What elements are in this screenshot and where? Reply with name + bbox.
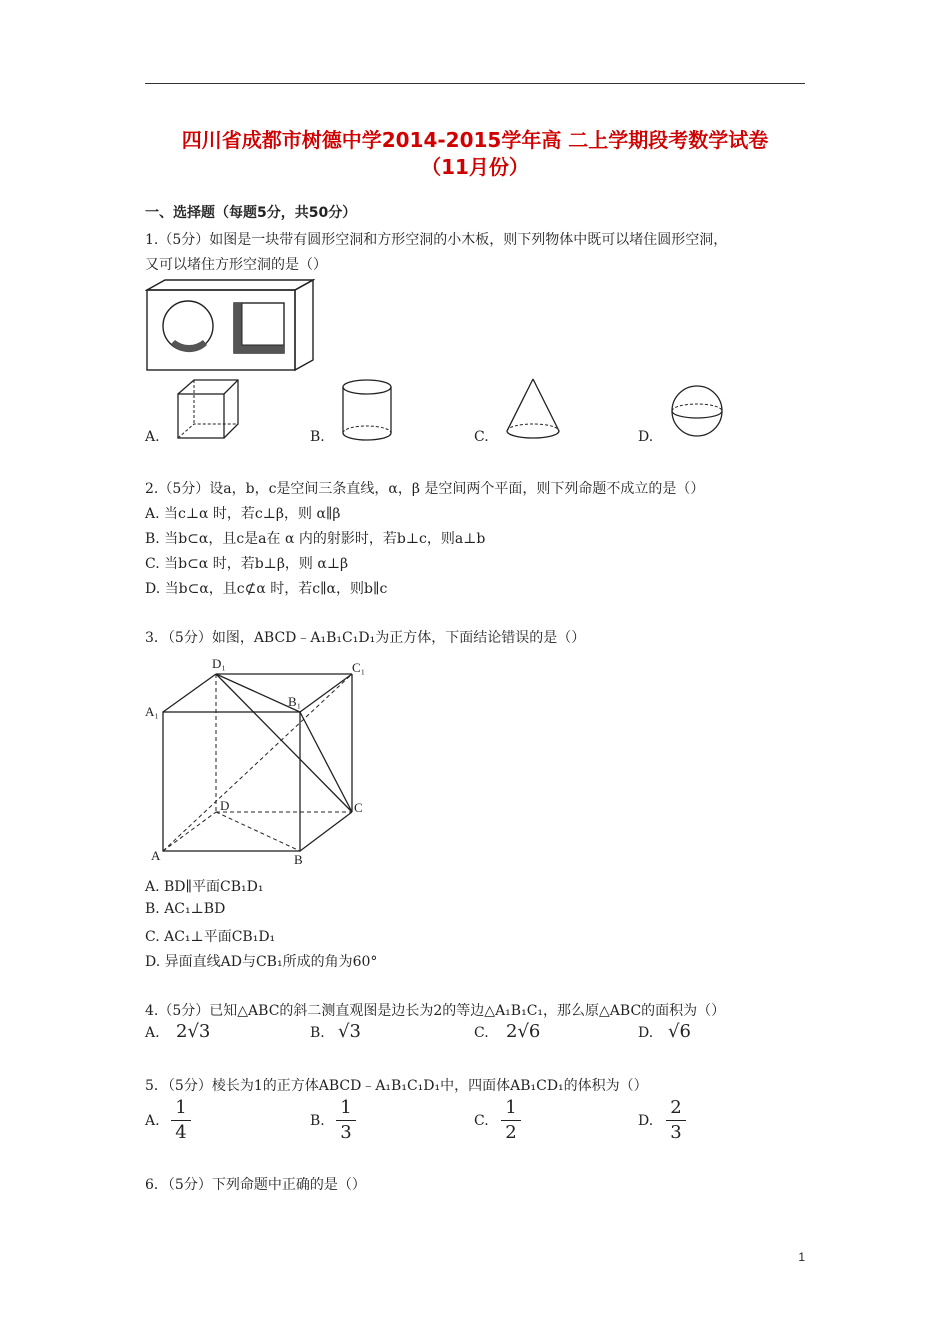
numerator: 1 — [340, 1097, 352, 1118]
exam-title: 四川省成都市树德中学2014-2015学年高 二上学期段考数学试卷 — [181, 128, 769, 152]
q5-option-c-fraction — [501, 1097, 521, 1144]
q5-option-c-label: C. — [474, 1113, 489, 1129]
label-b: B — [294, 852, 303, 867]
denominator: 4 — [175, 1122, 187, 1143]
q5-option-b-fraction — [336, 1097, 356, 1144]
q4-option-a-value: 2√3 — [176, 1021, 211, 1042]
q4-option-b-label: B. — [310, 1025, 325, 1041]
q4-option-a-label: A. — [145, 1025, 160, 1041]
q3-option-b: B. AC₁⊥BD — [145, 901, 226, 917]
q5-option-a-label: A. — [145, 1113, 160, 1129]
page-number: 1 — [798, 1250, 805, 1264]
q3-option-d: D. 异面直线AD与CB₁所成的角为60° — [145, 954, 378, 970]
cube-icon — [174, 376, 242, 442]
wooden-board-figure — [145, 278, 315, 373]
label-d1: D₁ — [212, 656, 226, 671]
q4-option-d-label: D. — [638, 1025, 654, 1041]
q2-stem: 2.（5分）设a，b，c是空间三条直线，α，β 是空间两个平面，则下列命题不成立的是（） — [145, 481, 705, 497]
numerator: 1 — [505, 1097, 517, 1118]
q2-option-c: C. 当b⊂α 时，若b⊥β，则 α⊥β — [145, 556, 349, 572]
label-a1: A₁ — [145, 704, 159, 719]
q4-option-c-value: 2√6 — [506, 1021, 541, 1042]
q1-option-b: B. — [310, 429, 325, 445]
label-c1: C₁ — [352, 660, 366, 675]
q2-option-b: B. 当b⊂α，且c是a在 α 内的射影时，若b⊥c，则a⊥b — [145, 531, 486, 547]
q3-option-a: A. BD∥平面CB₁D₁ — [145, 879, 264, 895]
q1-stem-line2: 又可以堵住方形空洞的是（） — [145, 257, 327, 273]
cylinder-icon — [339, 377, 395, 443]
q1-option-c: C. — [474, 429, 489, 445]
q2-option-a: A. 当c⊥α 时，若c⊥β，则 α∥β — [145, 506, 341, 522]
q4-option-d-value: √6 — [668, 1021, 691, 1042]
q5-option-d-fraction — [666, 1097, 686, 1144]
q6-stem: 6．（5分）下列命题中正确的是（） — [145, 1177, 366, 1193]
q3-stem: 3．（5分）如图，ABCD﹣A₁B₁C₁D₁为正方体，下面结论错误的是（） — [145, 630, 586, 646]
exam-title-month: （11月份） — [421, 155, 529, 179]
denominator: 3 — [670, 1122, 682, 1143]
q4-stem: 4.（5分）已知△ABC的斜二测直观图是边长为2的等边△A₁B₁C₁，那么原△ABC的面积为（） — [145, 1003, 726, 1019]
numerator: 2 — [670, 1097, 682, 1118]
section-heading: 一、选择题（每题5分，共50分） — [145, 205, 357, 221]
label-d: D — [220, 798, 230, 813]
denominator: 2 — [505, 1122, 517, 1143]
label-c: C — [354, 800, 363, 815]
q4-option-b-value: √3 — [338, 1021, 361, 1042]
q3-option-c: C. AC₁⊥平面CB₁D₁ — [145, 929, 276, 945]
numerator: 1 — [175, 1097, 187, 1118]
label-a: A — [151, 848, 161, 863]
q5-option-a-fraction — [171, 1097, 191, 1144]
cube-diagram — [140, 652, 380, 872]
q4-option-c-label: C. — [474, 1025, 489, 1041]
q5-stem: 5．（5分）棱长为1的正方体ABCD﹣A₁B₁C₁D₁中，四面体AB₁CD₁的体积为（） — [145, 1078, 648, 1094]
sphere-icon — [669, 383, 725, 439]
q2-option-d: D. 当b⊂α，且c⊄α 时，若c∥α，则b∥c — [145, 581, 388, 597]
header-rule — [145, 83, 805, 84]
q1-option-d: D. — [638, 429, 654, 445]
q5-option-b-label: B. — [310, 1113, 325, 1129]
q1-stem-line1: 1.（5分）如图是一块带有圆形空洞和方形空洞的小木板，则下列物体中既可以堵住圆形空洞， — [145, 232, 728, 248]
q1-option-a: A. — [145, 429, 160, 445]
q5-option-d-label: D. — [638, 1113, 654, 1129]
denominator: 3 — [340, 1122, 352, 1143]
cone-icon — [503, 377, 563, 443]
label-b1: B₁ — [288, 694, 302, 709]
